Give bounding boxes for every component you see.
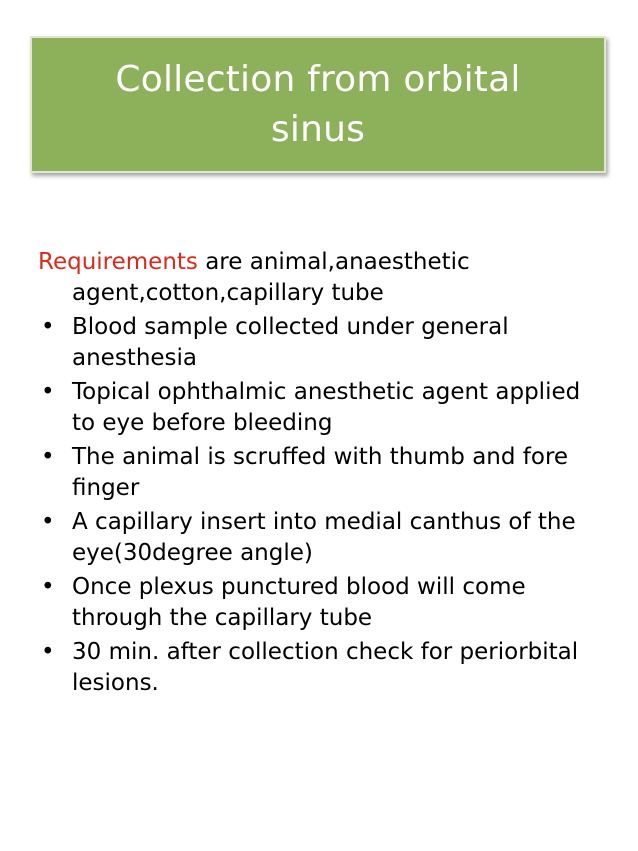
bullet-list: [38, 312, 598, 699]
requirements-label: Requirements: [38, 249, 198, 275]
bullet-icon: •: [41, 444, 55, 470]
list-item: [38, 377, 598, 439]
list-item-text: The animal is scruffed with thumb and fore finger: [72, 444, 569, 501]
bullet-icon: •: [41, 509, 55, 535]
list-item: [38, 442, 598, 504]
list-item: [38, 637, 598, 699]
bullet-icon: •: [41, 639, 55, 665]
slide-body: [38, 247, 598, 702]
slide-title: Collection from orbital sinus: [115, 58, 521, 150]
list-item-text: Once plexus punctured blood will come through the capillary tube: [72, 574, 526, 631]
list-item: [38, 507, 598, 569]
list-item: [38, 572, 598, 634]
list-item-text: A capillary insert into medial canthus of the eye(30degree angle): [72, 509, 576, 566]
requirements-paragraph: [38, 247, 598, 309]
bullet-icon: •: [41, 574, 55, 600]
list-item-text: 30 min. after collection check for periorbital lesions.: [72, 639, 579, 696]
bullet-icon: •: [41, 379, 55, 405]
bullet-icon: •: [41, 314, 55, 340]
list-item: [38, 312, 598, 374]
list-item-text: Blood sample collected under general anesthesia: [72, 314, 509, 371]
title-box: [30, 36, 606, 173]
requirements-text: are animal,anaesthetic agent,cotton,capillary tube: [72, 249, 470, 306]
list-item-text: Topical ophthalmic anesthetic agent applied to eye before bleeding: [72, 379, 581, 436]
